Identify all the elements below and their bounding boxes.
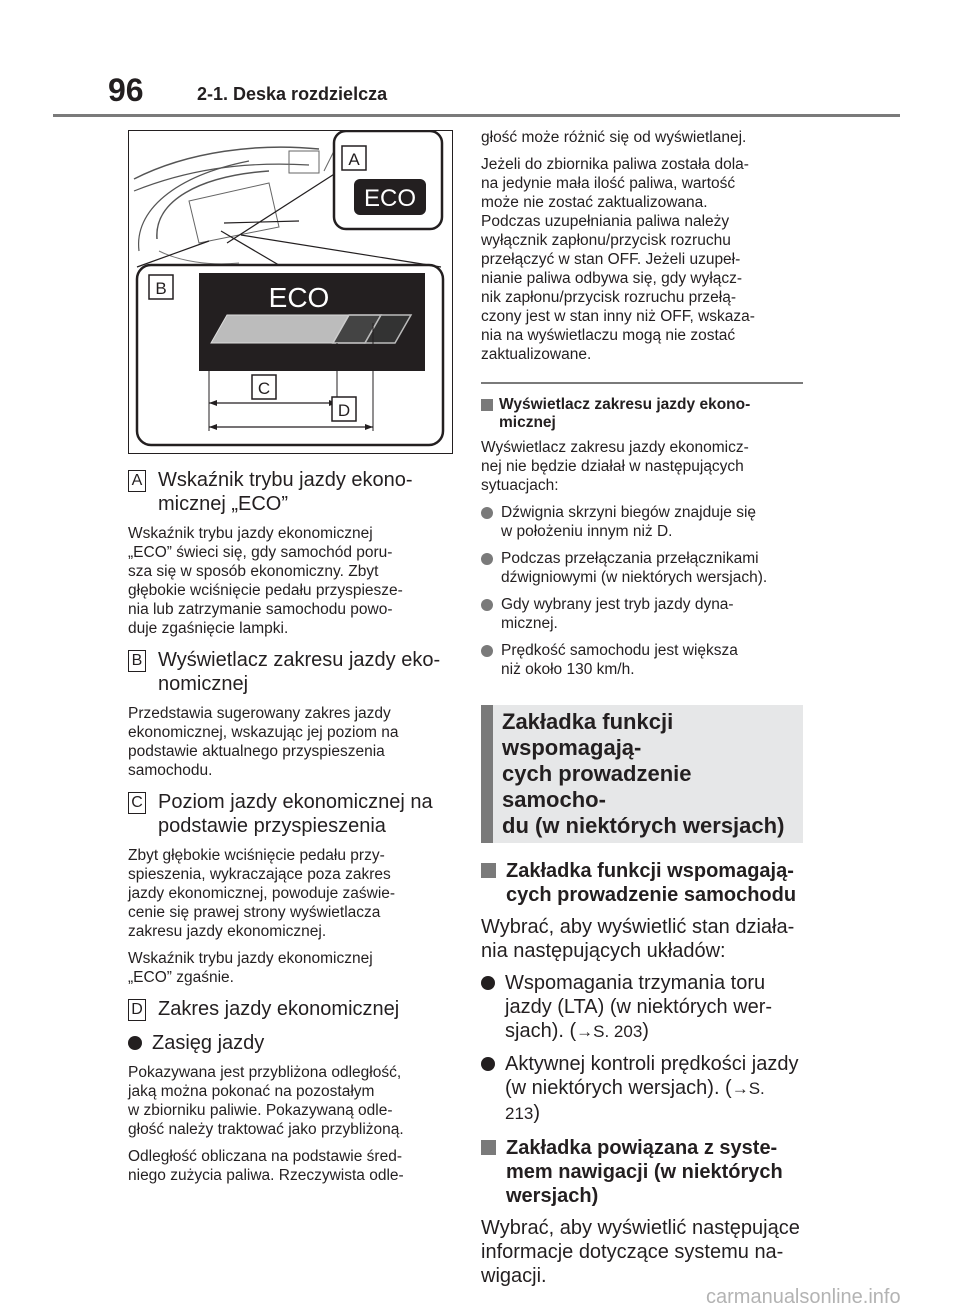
condition-item xyxy=(481,549,803,587)
assist-tab-body: Wybrać, aby wyświetlić stan działa- nia następujących układów: xyxy=(481,915,795,962)
grey-bullet-icon xyxy=(481,553,493,565)
watermark: carmanualsonline.info xyxy=(706,1286,901,1308)
item-c-title: Poziom jazdy ekonomicznej na podstawie przyspieszenia xyxy=(158,791,433,837)
range-title: Zasięg jazdy xyxy=(152,1032,265,1054)
item-c xyxy=(128,790,458,838)
item-d xyxy=(128,997,458,1021)
condition-text: Podczas przełączania przełącznikami dźwigniowymi (w niektórych wersjach). xyxy=(501,549,768,586)
square-bullet-icon xyxy=(481,863,496,878)
item-d-title: Zakres jazdy ekonomicznej xyxy=(158,998,400,1020)
banner-title: Zakładka funkcji wspomagają- cych prowadzenie samocho- du (w niektórych wersjach) xyxy=(502,708,785,838)
bullet-icon xyxy=(481,1057,495,1071)
right-column xyxy=(481,128,803,1288)
item-a-title: Wskaźnik trybu jazdy ekono- micznej „ECO” xyxy=(158,469,413,515)
nav-tab-body: Wybrać, aby wyświetlić następujące informacje dotyczące systemu na- wigacji. xyxy=(481,1216,800,1287)
callout-b-label: B xyxy=(155,279,167,298)
dashboard-drawing xyxy=(129,131,451,452)
label-b-box: B xyxy=(128,650,146,672)
item-b-title: Wyświetlacz zakresu jazdy eko- nomicznej xyxy=(158,649,441,695)
item-b-body: Przedstawia sugerowany zakres jazdy ekonomicznej, wskazując jej poziom na podstawie aktualnego przyspieszenia samochodu. xyxy=(128,705,399,779)
section-banner xyxy=(481,705,803,843)
condition-text: Dźwignia skrzyni biegów znajduje się w położeniu innym niż D. xyxy=(501,503,757,540)
bullet-icon xyxy=(481,976,495,990)
page-number: 96 xyxy=(108,72,144,108)
header-rule xyxy=(53,114,900,117)
page-reference: →S. 203 xyxy=(576,1021,643,1041)
condition-text: Gdy wybrany jest tryb jazdy dyna- micznej. xyxy=(501,595,734,632)
label-c-box: C xyxy=(128,792,146,814)
banner-bar xyxy=(481,705,493,843)
item-a xyxy=(128,468,458,516)
dashboard-illustration xyxy=(128,130,453,454)
callout-a-label: A xyxy=(348,150,360,169)
range-body-1: Pokazywana jest przybliżona odległość, jaką można pokonać na pozostałym w zbiorniku paliwie. Pokazywaną odle- głość należy traktować jako przybliżoną. xyxy=(128,1064,404,1138)
callout-c-label: C xyxy=(257,379,271,398)
assist-tab-heading xyxy=(481,859,803,907)
item-c-body-1: Zbyt głębokie wciśnięcie pedału przy- spieszenia, wykraczające poza zakres jazdy ekonomicznej, powoduje zaświe- cenie się prawej strony wyświetlacza zakresu jazdy ekonomicznej. xyxy=(128,847,396,940)
section-divider xyxy=(481,382,803,384)
eco-display-subheading xyxy=(481,396,803,432)
callout-d-label: D xyxy=(337,401,351,420)
grey-bullet-icon xyxy=(481,507,493,519)
eco-indicator-small: ECO xyxy=(363,185,417,212)
grey-bullet-icon xyxy=(481,599,493,611)
item-b xyxy=(128,648,458,696)
eco-display-title: Wyświetlacz zakresu jazdy ekono- micznej xyxy=(499,395,751,431)
range-cont-2: Jeżeli do zbiornika paliwa została dola- na jedynie mała ilość paliwa, wartość może nie zostać zaktualizowana. Podczas uzupełniania paliwa należy wyłącznik zapłonu/przycisk rozruchu przełączyć w stan OFF. Jeżeli uzupeł- nianie paliwa odbywa się, gdy wyłącz- nik zapłonu/przycisk rozruchu przełą- czony jest w stan inny niż OFF, wskaza- nia na wyświetlaczu mogą nie zostać zaktualizowane. xyxy=(481,156,755,363)
assist-item xyxy=(481,971,803,1044)
square-bullet-icon xyxy=(481,1140,496,1155)
nav-tab-title: Zakładka powiązana z syste- mem nawigacji (w niektórych wersjach) xyxy=(506,1136,783,1207)
section-title: 2-1. Deska rozdzielcza xyxy=(197,84,388,104)
page-reference: →S. 213 xyxy=(505,1078,765,1123)
label-a-box: A xyxy=(128,470,146,492)
item-c-body-2: Wskaźnik trybu jazdy ekonomicznej „ECO” zgaśnie. xyxy=(128,950,373,986)
range-body-2: Odległość obliczana na podstawie śred- niego zużycia paliwa. Rzeczywista odle- xyxy=(128,1148,404,1184)
left-column xyxy=(128,462,458,1185)
assist-tab-title: Zakładka funkcji wspomagają- cych prowadzenie samochodu xyxy=(506,859,797,906)
bullet-icon xyxy=(128,1036,142,1050)
condition-item xyxy=(481,503,803,541)
grey-bullet-icon xyxy=(481,645,493,657)
condition-text: Prędkość samochodu jest większa niż około 130 km/h. xyxy=(501,641,738,678)
page-header xyxy=(0,0,960,120)
assist-item-text: Aktywnej kontroli prędkości jazdy (w niektórych wersjach). (→S. 213) xyxy=(505,1052,799,1124)
condition-item xyxy=(481,595,803,633)
label-d-box: D xyxy=(128,999,146,1021)
condition-item xyxy=(481,641,803,679)
eco-display-body: Wyświetlacz zakresu jazdy ekonomicz- nej nie będzie działał w następujących sytuacjach: xyxy=(481,438,749,494)
assist-item-text: Wspomagania trzymania toru jazdy (LTA) (w niektórych wer- sjach). (→S. 203) xyxy=(505,971,773,1042)
range-heading xyxy=(128,1031,458,1055)
assist-item xyxy=(481,1052,803,1126)
square-bullet-icon xyxy=(481,399,493,411)
eco-indicator-large: ECO xyxy=(268,282,330,313)
range-cont-1: głość może różnić się od wyświetlanej. xyxy=(481,129,747,146)
item-a-body: Wskaźnik trybu jazdy ekonomicznej „ECO” świeci się, gdy samochód poru- sza się w sposób ekonomiczny. Zbyt głębokie wciśnięcie pedału przyspiesze- nia lub zatrzymanie samochodu powo- duje zgaśnięcie lampki. xyxy=(128,525,403,637)
nav-tab-heading xyxy=(481,1136,803,1208)
